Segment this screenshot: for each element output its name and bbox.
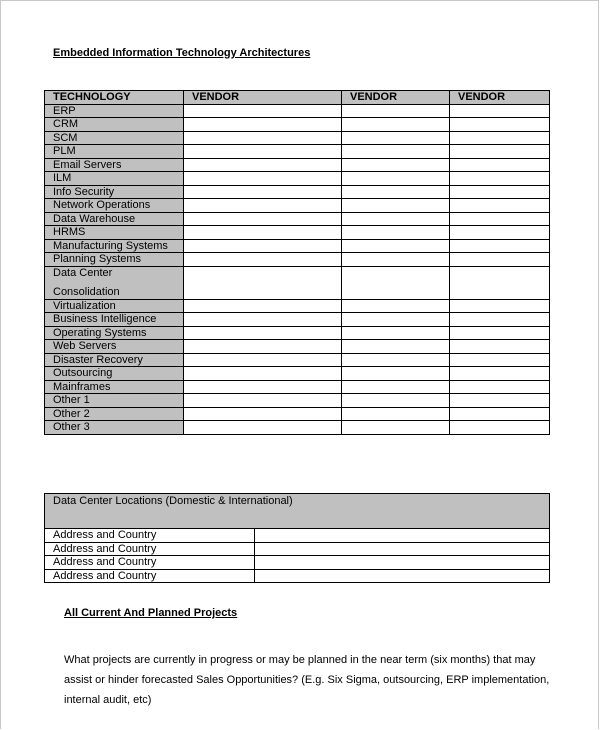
vendor-cell[interactable]: [450, 131, 550, 145]
technology-label: Data Warehouse: [45, 212, 184, 226]
address-label: Address and Country: [45, 542, 255, 556]
vendor-cell[interactable]: [342, 253, 450, 267]
technology-label: Web Servers: [45, 340, 184, 354]
vendor-cell[interactable]: [342, 226, 450, 240]
table-row: [45, 542, 550, 556]
table-row: [45, 226, 550, 240]
technology-label: Mainframes: [45, 380, 184, 394]
table-row: [45, 380, 550, 394]
vendor-cell[interactable]: [450, 266, 550, 299]
table-row: [45, 299, 550, 313]
vendor-cell[interactable]: [184, 158, 342, 172]
technology-label: CRM: [45, 118, 184, 132]
table-row: [45, 199, 550, 213]
table-row: [45, 185, 550, 199]
table-row: [45, 313, 550, 327]
vendor-cell[interactable]: [450, 326, 550, 340]
technology-label: Virtualization: [45, 299, 184, 313]
vendor-cell[interactable]: [184, 226, 342, 240]
technology-label: Email Servers: [45, 158, 184, 172]
address-value-cell[interactable]: [255, 556, 550, 570]
technology-label: Other 1: [45, 394, 184, 408]
vendor-cell[interactable]: [450, 394, 550, 408]
projects-section-title: All Current And Planned Projects: [64, 607, 238, 619]
vendor-cell[interactable]: [184, 199, 342, 213]
technology-label: HRMS: [45, 226, 184, 240]
table-row: [45, 556, 550, 570]
data-center-locations-table: [44, 493, 550, 583]
vendor-cell[interactable]: [184, 239, 342, 253]
address-label: Address and Country: [45, 529, 255, 543]
table-row: [45, 158, 550, 172]
technology-label: Other 3: [45, 421, 184, 435]
vendor-cell[interactable]: [450, 104, 550, 118]
vendor-cell[interactable]: [342, 394, 450, 408]
vendor-cell[interactable]: [342, 172, 450, 186]
vendor-cell[interactable]: [450, 212, 550, 226]
vendor-cell[interactable]: [342, 104, 450, 118]
vendor-cell[interactable]: [450, 407, 550, 421]
vendor-cell[interactable]: [184, 185, 342, 199]
table-row: [45, 145, 550, 159]
vendor-cell[interactable]: [184, 212, 342, 226]
technology-label: Other 2: [45, 407, 184, 421]
header-vendor-2: VENDOR: [342, 91, 450, 105]
vendor-cell[interactable]: [450, 367, 550, 381]
address-value-cell[interactable]: [255, 569, 550, 583]
vendor-cell[interactable]: [184, 421, 342, 435]
vendor-cell[interactable]: [184, 172, 342, 186]
table-header-row: [45, 91, 550, 105]
vendor-cell[interactable]: [450, 380, 550, 394]
table-row: [45, 131, 550, 145]
vendor-cell[interactable]: [450, 299, 550, 313]
vendor-cell[interactable]: [342, 239, 450, 253]
technology-label: Manufacturing Systems: [45, 239, 184, 253]
table-row: [45, 340, 550, 354]
table-row: [45, 394, 550, 408]
vendor-cell[interactable]: [342, 266, 450, 299]
technology-vendor-table: [44, 90, 550, 435]
header-vendor-3: VENDOR: [450, 91, 550, 105]
table-row: [45, 172, 550, 186]
technology-label: ERP: [45, 104, 184, 118]
table-row: [45, 569, 550, 583]
vendor-cell[interactable]: [342, 118, 450, 132]
table-row: [45, 407, 550, 421]
table-row: [45, 118, 550, 132]
vendor-cell[interactable]: [342, 407, 450, 421]
technology-label: Planning Systems: [45, 253, 184, 267]
technology-label-line-2: Consolidation: [53, 285, 120, 298]
question-line: What projects are currently in progress or may be planned in the near term (six months) that may: [64, 654, 536, 666]
vendor-cell[interactable]: [342, 421, 450, 435]
vendor-cell[interactable]: [450, 340, 550, 354]
address-label: Address and Country: [45, 569, 255, 583]
vendor-cell[interactable]: [184, 380, 342, 394]
vendor-cell[interactable]: [450, 118, 550, 132]
table-row: [45, 239, 550, 253]
vendor-cell[interactable]: [450, 421, 550, 435]
table-row: [45, 529, 550, 543]
technology-label: ILM: [45, 172, 184, 186]
vendor-cell[interactable]: [342, 158, 450, 172]
address-value-cell[interactable]: [255, 542, 550, 556]
vendor-cell[interactable]: [184, 104, 342, 118]
vendor-cell[interactable]: [450, 172, 550, 186]
vendor-cell[interactable]: [450, 353, 550, 367]
question-line: internal audit, etc): [64, 694, 152, 706]
technology-label-line-1: Data Center: [53, 266, 113, 279]
vendor-cell[interactable]: [450, 199, 550, 213]
vendor-cell[interactable]: [342, 353, 450, 367]
vendor-cell[interactable]: [450, 226, 550, 240]
projects-question: [64, 650, 564, 710]
vendor-cell[interactable]: [450, 313, 550, 327]
table-row: [45, 353, 550, 367]
table-row: [45, 421, 550, 435]
vendor-cell[interactable]: [342, 380, 450, 394]
technology-label: Business Intelligence: [45, 313, 184, 327]
header-technology: TECHNOLOGY: [45, 91, 184, 105]
question-line: assist or hinder forecasted Sales Opportunities? (E.g. Six Sigma, outsourcing, ERP implementation,: [64, 674, 550, 686]
vendor-cell[interactable]: [450, 239, 550, 253]
vendor-cell[interactable]: [342, 367, 450, 381]
vendor-cell[interactable]: [184, 407, 342, 421]
technology-label: SCM: [45, 131, 184, 145]
vendor-cell[interactable]: [184, 118, 342, 132]
vendor-cell[interactable]: [184, 299, 342, 313]
vendor-cell[interactable]: [450, 158, 550, 172]
vendor-cell[interactable]: [342, 212, 450, 226]
technology-label: Info Security: [45, 185, 184, 199]
technology-label: Network Operations: [45, 199, 184, 213]
vendor-cell[interactable]: [342, 340, 450, 354]
vendor-cell[interactable]: [450, 253, 550, 267]
vendor-cell[interactable]: [184, 131, 342, 145]
vendor-cell[interactable]: [184, 326, 342, 340]
address-value-cell[interactable]: [255, 529, 550, 543]
technology-label: Outsourcing: [45, 367, 184, 381]
table-row: [45, 326, 550, 340]
vendor-cell[interactable]: [184, 353, 342, 367]
document-title: Embedded Information Technology Architectures: [53, 47, 311, 59]
vendor-cell[interactable]: [184, 394, 342, 408]
vendor-cell[interactable]: [342, 145, 450, 159]
vendor-cell[interactable]: [450, 145, 550, 159]
locations-header: Data Center Locations (Domestic & International): [45, 494, 550, 529]
table-row: [45, 266, 550, 299]
technology-label: Operating Systems: [45, 326, 184, 340]
table-row: [45, 253, 550, 267]
vendor-cell[interactable]: [342, 299, 450, 313]
vendor-cell[interactable]: [184, 367, 342, 381]
vendor-cell[interactable]: [184, 145, 342, 159]
vendor-cell[interactable]: [184, 313, 342, 327]
technology-label: [45, 266, 184, 299]
technology-label: PLM: [45, 145, 184, 159]
header-vendor-1: VENDOR: [184, 91, 342, 105]
vendor-cell[interactable]: [450, 185, 550, 199]
vendor-cell[interactable]: [342, 185, 450, 199]
vendor-cell[interactable]: [342, 199, 450, 213]
vendor-cell[interactable]: [184, 266, 342, 299]
address-label: Address and Country: [45, 556, 255, 570]
technology-label: Disaster Recovery: [45, 353, 184, 367]
vendor-cell[interactable]: [184, 253, 342, 267]
vendor-cell[interactable]: [184, 340, 342, 354]
vendor-cell[interactable]: [342, 131, 450, 145]
table-row: [45, 367, 550, 381]
vendor-cell[interactable]: [342, 326, 450, 340]
locations-header-row: [45, 494, 550, 529]
vendor-cell[interactable]: [342, 313, 450, 327]
table-row: [45, 104, 550, 118]
table-row: [45, 212, 550, 226]
